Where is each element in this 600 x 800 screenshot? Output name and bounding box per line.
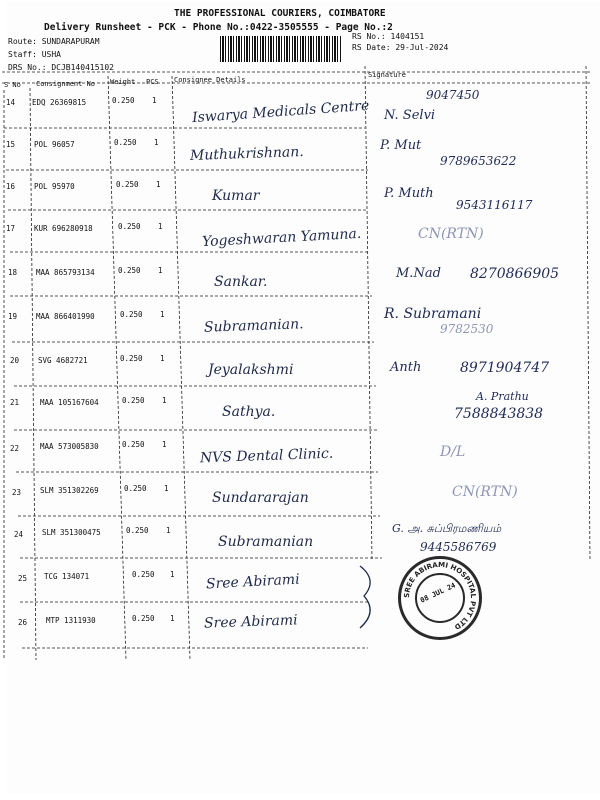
row-19-weight: 0.250	[120, 310, 143, 319]
row-24-weight: 0.250	[126, 526, 149, 535]
company-title: THE PROFESSIONAL COURIERS, COIMBATORE	[174, 8, 386, 19]
row-15-consignee: Muthukrishnan.	[189, 144, 304, 164]
row-15-phone: 9789653622	[440, 154, 517, 168]
row-22-weight: 0.250	[122, 440, 145, 449]
row-21-sno: 21	[10, 398, 20, 407]
row-18-pcs: 1	[158, 266, 163, 275]
row-21-phone: 7588843838	[454, 406, 544, 422]
row-15-signature: P. Mut	[380, 138, 422, 153]
row-25-weight: 0.250	[132, 570, 155, 579]
runsheet-title: Delivery Runsheet - PCK - Phone No.:0422-3505555 - Page No.:2	[44, 22, 393, 33]
row-26-weight: 0.250	[132, 614, 155, 623]
row-24-consignee: Subramanian	[218, 534, 314, 550]
row-17-sno: 17	[6, 224, 16, 233]
rs-date: RS Date: 29-Jul-2024	[352, 43, 449, 52]
row-16-phone: 9543116117	[456, 198, 533, 212]
row-25-consignee: Sree Abirami	[205, 571, 301, 593]
row-24-phone: 9445586769	[420, 540, 497, 554]
stamp-name: SREE ABIRAMI HOSPITAL PVT LTD	[402, 560, 478, 631]
row-15-consignment: POL 96057	[34, 140, 75, 149]
row-22-signature: D/L	[440, 444, 466, 460]
row-19-phone: 9782530	[440, 322, 494, 336]
col-header-signature: Signature	[368, 71, 406, 79]
row-16-weight: 0.250	[116, 180, 139, 189]
route-label: Route: SUNDARAPURAM	[8, 37, 100, 46]
row-14-phone: 9047450	[426, 88, 480, 102]
row-18-weight: 0.250	[118, 266, 141, 275]
row-19-pcs: 1	[160, 310, 165, 319]
row-18-signature: M.Nad	[396, 266, 441, 281]
row-25-sno: 25	[18, 574, 28, 583]
row-17-consignee: Yogeshwaran Yamuna.	[201, 225, 362, 251]
row-18-consignment: MAA 865793134	[36, 268, 95, 277]
row-23-signature: CN(RTN)	[452, 484, 518, 500]
row-21-signature: A. Prathu	[476, 390, 529, 403]
row-20-signature: Anth	[390, 360, 422, 375]
row-18-sno: 18	[8, 268, 18, 277]
row-25-pcs: 1	[170, 570, 175, 579]
row-24-consignment: SLM 351300475	[42, 528, 101, 537]
col-header-consignment: Consignment No	[36, 80, 96, 88]
rs-number: RS No.: 1404151	[352, 32, 425, 41]
row-14-consignment: EDQ 26369815	[32, 98, 87, 107]
row-17-pcs: 1	[158, 222, 163, 231]
row-16-consignment: POL 95970	[34, 182, 75, 191]
row-20-sno: 20	[10, 356, 20, 365]
row-22-sno: 22	[10, 444, 20, 453]
row-22-pcs: 1	[162, 440, 167, 449]
row-22-consignee: NVS Dental Clinic.	[199, 445, 334, 467]
row-26-consignment: MTP 1311930	[46, 616, 96, 625]
row-20-phone: 8971904747	[460, 360, 550, 376]
row-21-pcs: 1	[162, 396, 167, 405]
row-23-consignee: Sundararajan	[212, 490, 309, 506]
row-23-consignment: SLM 351302269	[40, 486, 99, 495]
stamp-date: 08 JUL 24	[419, 581, 457, 605]
row-26-pcs: 1	[170, 614, 175, 623]
row-19-signature: R. Subramani	[384, 306, 482, 322]
row-18-phone: 8270866905	[470, 266, 560, 282]
row-18-consignee: Sankar.	[214, 274, 268, 290]
row-21-consignment: MAA 105167604	[40, 398, 99, 407]
row-14-weight: 0.250	[112, 96, 135, 105]
row-17-consignment: KUR 696280918	[34, 224, 93, 233]
row-22-consignment: MAA 573005830	[40, 442, 99, 451]
row-21-weight: 0.250	[122, 396, 145, 405]
col-header-pcs: PCS	[146, 78, 159, 86]
row-14-signature: N. Selvi	[384, 108, 436, 123]
row-15-pcs: 1	[154, 138, 159, 147]
hospital-stamp	[398, 556, 482, 640]
row-16-signature: P. Muth	[384, 186, 434, 201]
row-17-weight: 0.250	[118, 222, 141, 231]
row-17-signature: CN(RTN)	[418, 226, 484, 242]
drs-number: DRS No.: DCJB140415102	[8, 63, 114, 72]
row-20-pcs: 1	[160, 354, 165, 363]
row-21-consignee: Sathya.	[222, 404, 276, 420]
row-14-sno: 14	[6, 98, 16, 107]
row-16-consignee: Kumar	[212, 188, 260, 204]
row-19-consignment: MAA 866401990	[36, 312, 95, 321]
row-15-weight: 0.250	[114, 138, 137, 147]
row-25-consignment: TCG 134071	[44, 572, 90, 581]
col-header-weight: Weight	[110, 78, 136, 86]
row-19-consignee: Subramanian.	[203, 316, 304, 336]
row-16-pcs: 1	[156, 180, 161, 189]
row-24-signature: G. அ. சுப்பிரமணியம்	[392, 522, 502, 535]
row-16-sno: 16	[6, 182, 16, 191]
row-24-sno: 24	[14, 530, 24, 539]
row-20-consignee: Jeyalakshmi	[208, 362, 294, 378]
staff-label: Staff: USHA	[8, 50, 61, 59]
row-24-pcs: 1	[166, 526, 171, 535]
row-23-weight: 0.250	[124, 484, 147, 493]
row-19-sno: 19	[8, 312, 18, 321]
row-20-consignment: SVG 4682721	[38, 356, 88, 365]
row-20-weight: 0.250	[120, 354, 143, 363]
row-14-pcs: 1	[152, 96, 157, 105]
row-14-consignee: Iswarya Medicals Centre	[191, 97, 370, 127]
row-26-sno: 26	[18, 618, 28, 627]
row-23-sno: 23	[12, 488, 22, 497]
row-15-sno: 15	[6, 140, 16, 149]
col-header-sno: S No	[4, 81, 21, 89]
col-header-consignee: Consignee Details	[174, 76, 246, 84]
row-23-pcs: 1	[164, 484, 169, 493]
row-26-consignee: Sree Abirami	[203, 612, 298, 632]
